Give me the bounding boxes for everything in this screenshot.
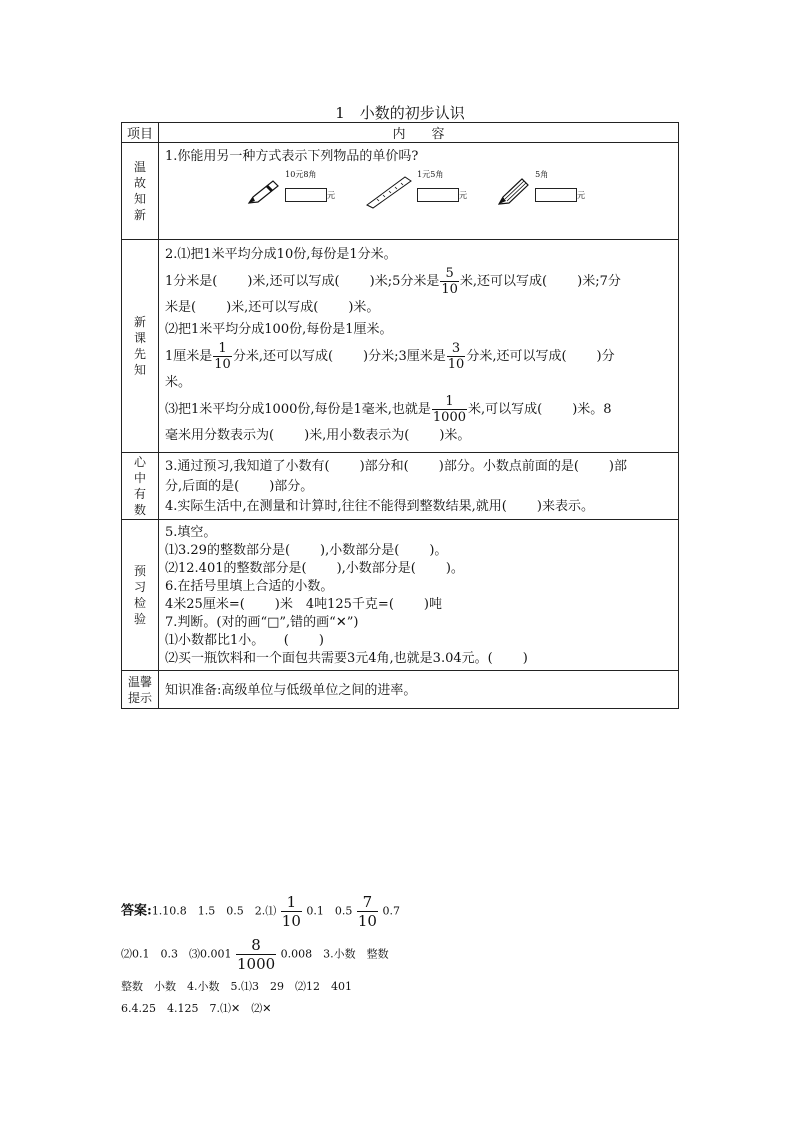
q7-2: ⑵买一瓶饮料和一个面包共需要3元4角,也就是3.04元。( ) [165,651,528,666]
q4-line: 4.实际生活中,在测量和计算时,往往不能得到整数结果,就用( )来表示。 [165,499,594,514]
answer-row-1: 答案:1.10.8 1.5 0.5 2.⑴ $\frac{1}{10}$ 0.1 0.5 $\frac{7}{10}$ 0.7 [121,893,400,930]
fraction: $\frac{3}{10}$ [447,341,465,372]
q3-line2: 分,后面的是( )部分。 [165,479,314,494]
answer-row-3: 整数 小数 4.小数 5.⑴3 29 ⑵12 401 [121,980,352,993]
q6-title: 6.在括号里填上合适的小数。 [165,579,334,594]
q2-line8: 毫米用分数表示为( )米,用小数表示为( )米。 [165,428,471,443]
header-content: 内 容 [159,123,679,143]
preview-table [121,122,679,709]
q2-line1: 2.⑴把1米平均分成10份,每份是1分米。 [165,247,397,262]
q5-1: ⑴3.29的整数部分是( ),小数部分是( )。 [165,543,448,558]
section-label-new-lesson: 新课先知 [133,315,146,377]
ruler-icon [365,175,413,209]
unit-label: 元 [459,191,468,200]
header-item: 项目 [122,123,159,143]
pen-icon [245,177,281,207]
price-input-pencil[interactable] [535,188,577,202]
item-pencil [495,171,585,212]
question-1: 1.你能用另一种方式表示下列物品的单价吗? [165,149,419,164]
q2-line4: ⑵把1米平均分成100份,每份是1厘米。 [165,322,393,337]
section-label-tips: 温馨提示 [127,674,152,705]
fraction: $\frac{1}{10}$ [281,893,301,930]
q6-line: 4米25厘米=( )米 4吨125千克=( )吨 [165,597,442,612]
q2-line7: ⑶把1米平均分成1000份,每份是1毫米,也就是 $\frac{1}{1000}$ 米,可以写成( )米。8 [165,394,612,425]
fraction: $\frac{8}{1000}$ [236,936,276,973]
q7-title: 7.判断。(对的画“□”,错的画“✕”) [165,615,359,630]
item-ruler [365,171,467,212]
q2-line5: 1厘米是 $\frac{1}{10}$ 分米,还可以写成( )分米;3厘米是 $\frac{3}{10}$ 分米,还可以写成( )分 [165,341,615,372]
price-input-ruler[interactable] [417,188,459,202]
unit-label: 元 [327,191,336,200]
price-items [165,167,672,227]
unit-label: 元 [577,191,586,200]
q2-line2: 1分米是( )米,还可以写成( )米;5分米是 $\frac{5}{10}$ 米,还可以写成( )米;7分 [165,266,621,297]
fraction: $\frac{7}{10}$ [357,893,377,930]
page-title: 1 小数的初步认识 [335,104,465,122]
answer-label: 答案: [121,903,152,919]
answer-row-4: 6.4.25 4.125 7.⑴✕ ⑵✕ [121,1002,272,1015]
fraction: $\frac{5}{10}$ [441,266,458,297]
fraction: $\frac{1}{1000}$ [432,394,466,425]
section-label-check: 预习检验 [133,564,146,626]
answer-row-2: ⑵0.1 0.3 ⑶0.001 $\frac{8}{1000}$ 0.008 3.小数 整数 [121,936,389,973]
price-text-ruler: 1元5角 [417,170,444,179]
section-label-mind: 心中有数 [133,455,146,517]
price-text-pen: 10元8角 [285,170,317,179]
q2-line3: 米是( )米,还可以写成( )米。 [165,300,380,315]
fraction: $\frac{1}{10}$ [214,341,231,372]
q5-title: 5.填空。 [165,525,217,540]
answer-key [121,893,400,1023]
q7-1: ⑴小数都比1小。 ( ) [165,633,324,648]
section-label-review: 温故知新 [133,160,146,222]
q3-line1: 3.通过预习,我知道了小数有( )部分和( )部分。小数点前面的是( )部 [165,459,627,474]
pencil-icon [495,176,531,208]
q2-line6: 米。 [165,375,192,390]
price-input-pen[interactable] [285,188,327,202]
price-text-pencil: 5角 [535,170,549,179]
tip-text: 知识准备:高级单位与低级单位之间的进率。 [165,682,417,698]
q5-2: ⑵12.401的整数部分是( ),小数部分是( )。 [165,561,464,576]
item-pen [245,171,335,212]
